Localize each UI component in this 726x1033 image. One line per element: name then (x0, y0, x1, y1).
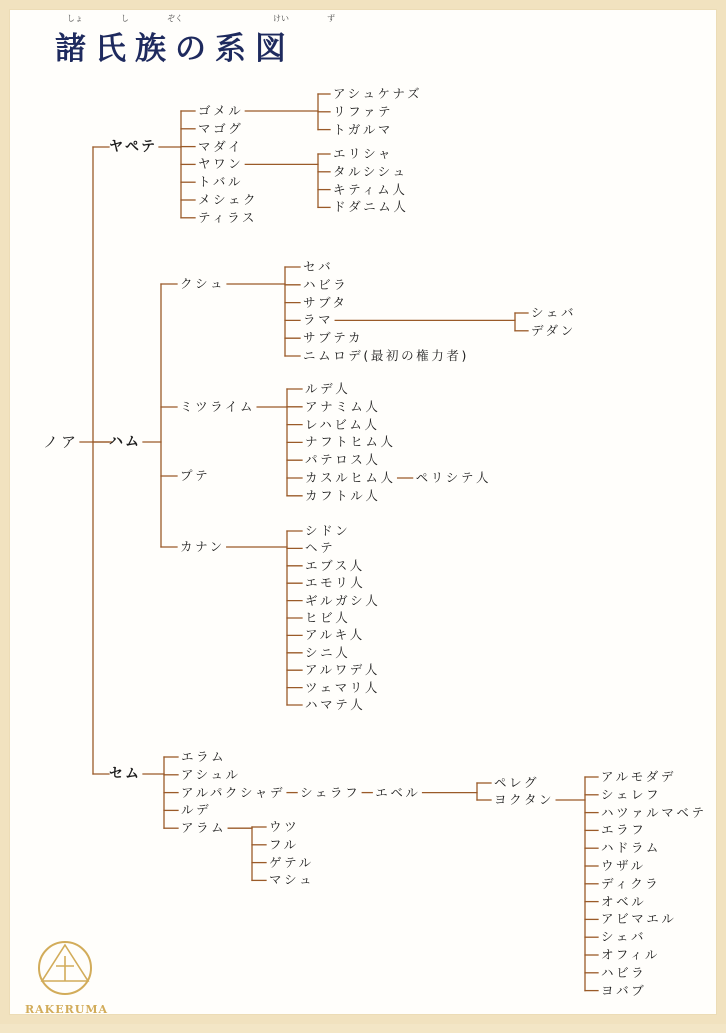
tree-node-62: ハドラム (601, 840, 662, 856)
tree-node-19: ミツライム (180, 399, 256, 414)
tree-node-25: ラマ (303, 312, 334, 328)
tree-node-0: ノア (43, 433, 80, 451)
title-ruby-5: ず (327, 14, 335, 23)
tree-node-49: エラム (181, 749, 227, 764)
tree-node-45: シニ人 (305, 644, 351, 660)
tree-node-13: トガルマ (333, 121, 394, 137)
tree-node-30: ルデ人 (305, 381, 351, 396)
title-ruby-2: し (121, 14, 129, 23)
tree-node-15: タルシシュ (333, 163, 408, 179)
tree-node-64: ディクラ (601, 875, 661, 891)
tree-node-28: シェバ (531, 305, 577, 320)
tree-node-23: ハビラ (303, 276, 349, 292)
tree-node-59: シェレフ (601, 786, 662, 802)
tree-node-56: ペレグ (494, 775, 540, 790)
tree-node-61: エラフ (601, 822, 647, 838)
tree-node-27: ニムロデ(最初の権力者) (303, 348, 469, 363)
tree-node-29: デダン (531, 322, 576, 338)
tree-node-24: サブタ (303, 294, 348, 310)
tree-node-40: エブス人 (305, 557, 365, 573)
tree-node-8: トバル (198, 174, 244, 190)
tree-node-42: ギルガシ人 (305, 592, 381, 608)
tree-node-14: エリシャ (333, 146, 394, 161)
tree-node-2: ハム (109, 434, 141, 450)
tree-node-33: ナフトヒム人 (305, 434, 396, 450)
tree-node-50: アシュル (181, 766, 241, 782)
tree-node-51: アルパクシャデ (181, 784, 286, 800)
tree-node-20: プテ (180, 468, 211, 483)
tree-node-46: アルワデ人 (305, 662, 381, 678)
tree-node-58: アルモダデ (601, 769, 677, 784)
tree-node-22: セバ (303, 259, 334, 274)
tree-node-1: ヤペテ (109, 139, 157, 155)
tree-node-34: パテロス人 (305, 452, 381, 468)
tree-node-16: キティム人 (333, 181, 408, 197)
tree-node-10: ティラス (198, 209, 258, 225)
tree-node-9: メシェク (198, 192, 259, 207)
tree-node-71: ウツ (269, 819, 300, 834)
tree-node-5: マゴグ (198, 120, 244, 136)
title-ruby-3: ぞく (167, 14, 183, 23)
tree-node-26: サブテカ (303, 330, 364, 346)
tree-node-39: ヘテ (305, 540, 336, 556)
tree-node-17: ドダニム人 (333, 199, 409, 215)
brand-name: RAKERUMA (25, 1003, 109, 1016)
tree-node-57: ヨクタン (494, 792, 555, 807)
tree-node-72: フル (269, 836, 299, 852)
tree-node-38: シドン (305, 523, 351, 538)
tree-node-48: ハマテ人 (305, 697, 366, 712)
tree-node-53: アラム (181, 820, 227, 836)
tree-node-31: アナミム人 (305, 398, 381, 414)
tree-node-35: カスルヒム人 (305, 470, 396, 485)
tree-node-47: ツェマリ人 (305, 679, 381, 695)
tree-node-44: アルキ人 (305, 627, 365, 643)
title-ruby-1: しょ (67, 14, 83, 23)
tree-node-7: ヤワン (198, 156, 244, 172)
tree-node-55: エベル (375, 784, 421, 800)
tree-node-66: アビマエル (601, 911, 677, 927)
tree-node-54: シェラフ (300, 784, 361, 800)
tree-node-11: アシュケナズ (333, 86, 423, 101)
tree-node-43: ヒビ人 (305, 610, 351, 625)
tree-node-73: ゲテル (269, 854, 314, 870)
tree-node-18: クシュ (180, 276, 226, 291)
tree-node-4: ゴメル (198, 103, 244, 118)
tree-node-21: カナン (180, 539, 225, 554)
tree-node-12: リファテ (333, 103, 394, 119)
tree-node-3: セム (109, 766, 141, 782)
tree-node-32: レハビム人 (305, 416, 380, 432)
tree-node-63: ウザル (601, 858, 646, 873)
tree-node-70: ヨバブ (601, 982, 647, 998)
tree-node-68: オフィル (601, 947, 661, 962)
rakeruma-logo-icon (36, 939, 94, 997)
tree-node-52: ルデ (181, 802, 212, 818)
page-title: 諸氏族の系図 (55, 31, 295, 67)
tree-node-65: オベル (601, 893, 647, 909)
tree-node-6: マダイ (198, 138, 244, 154)
tree-node-67: シェバ (601, 929, 647, 945)
tree-node-37: ペリシテ人 (415, 470, 492, 485)
tree-node-60: ハツァルマベテ (601, 804, 707, 820)
tree-node-74: マシュ (269, 872, 315, 888)
tree-node-69: ハビラ (601, 964, 647, 980)
tree-node-36: カフトル人 (305, 487, 381, 503)
tree-node-41: エモリ人 (305, 575, 366, 591)
title-ruby-4: けい (273, 14, 289, 23)
